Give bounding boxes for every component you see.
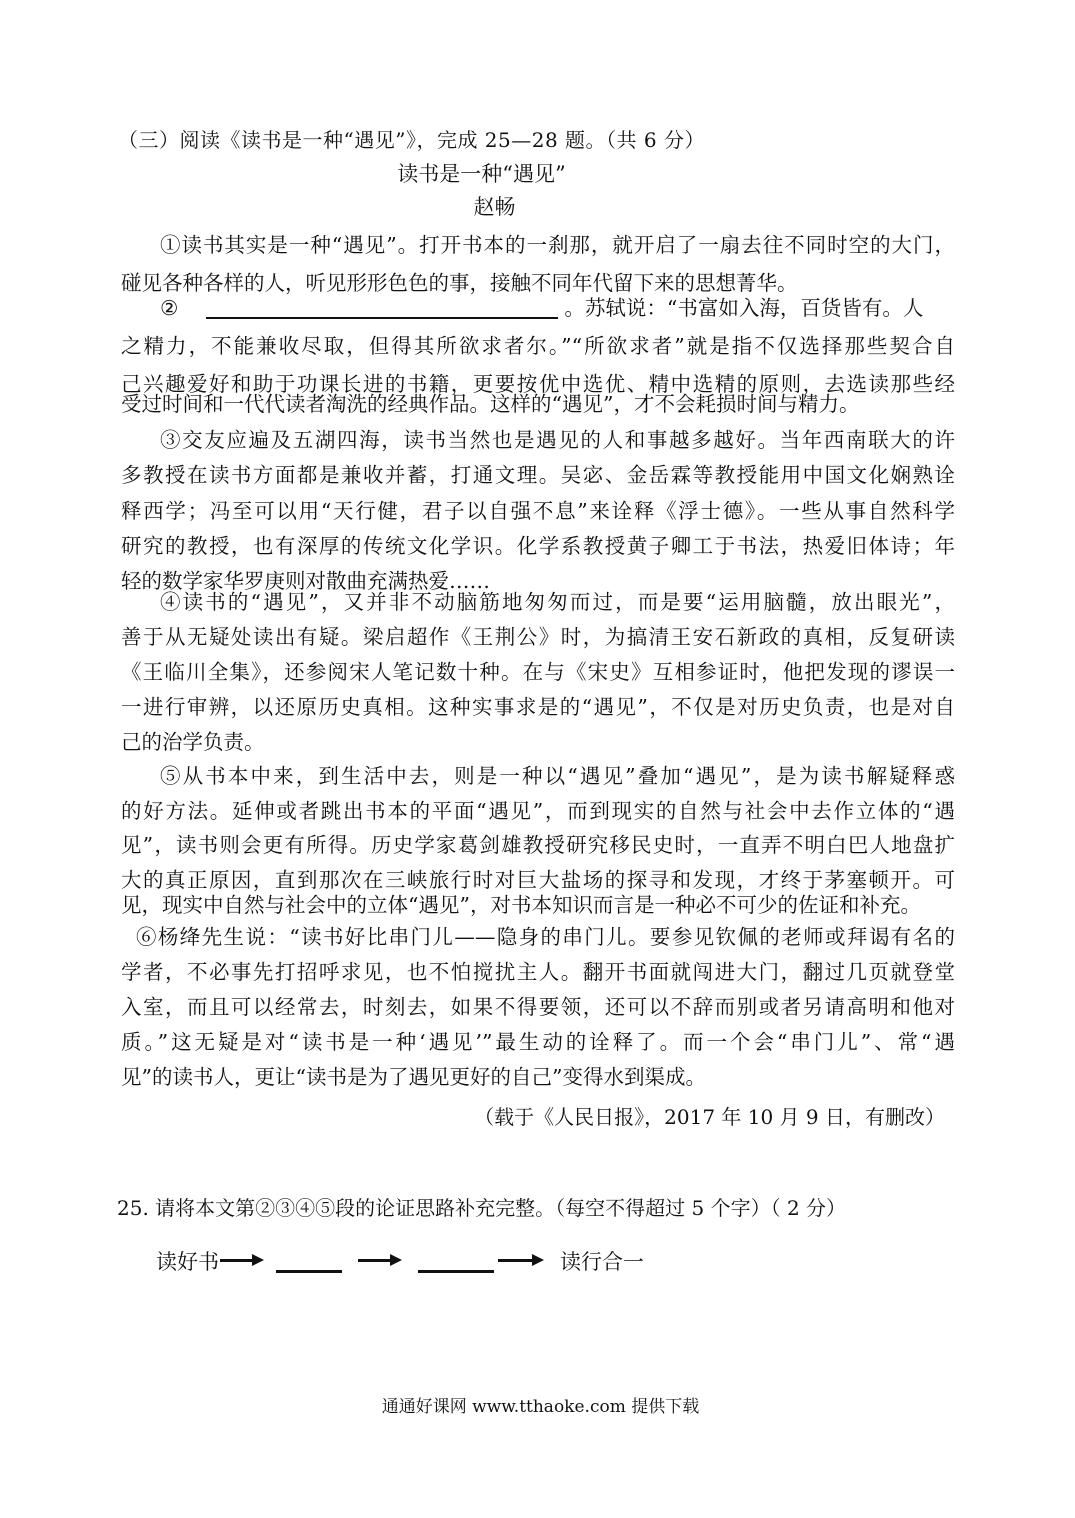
text-line: ⑤从书本中来，到生活中去，则是一种以“遇见”叠加“遇见”，是为读书解疑释惑 [160,764,955,788]
text-line: 的好方法。延伸或者跳出书本的平面“遇见”，而到现实的自然与社会中去作立体的“遇 [121,799,955,823]
flow-start-label: 读好书 [156,1250,219,1274]
text-line: 己兴趣爱好和助于功课长进的书籍，更要按优中选优、精中选精的原则，去选读那些经 [121,372,955,396]
text-line: 见”，读书则会更有所得。历史学家葛剑雄教授研究移民史时，一直弄不明白巴人地盘扩 [121,833,955,857]
text-line: 释西学；冯至可以用“天行健，君子以自强不息”来诠释《浮士德》。一些从事自然科学 [121,499,955,523]
footer [0,1392,1075,1417]
text-line: 大的真正原因，直到那次在三峡旅行时对巨大盐场的探寻和发现，才终于茅塞顿开。可 [121,868,955,892]
text-line: 研究的教授，也有深厚的传统文化学识。化学系教授黄子卿工于书法，热爱旧体诗；年 [121,534,955,558]
right-arrow-icon [358,1254,402,1266]
text-line: 一进行审辨，以还原历史真相。这种实事求是的“遇见”，不仅是对历史负责，也是对自 [121,695,955,719]
section-heading: （三）阅读《读书是一种“遇见”》，完成 25—28 题。（共 6 分） [118,128,706,152]
answer-blank-2[interactable] [418,1270,494,1273]
question-25-flow [156,1242,756,1278]
text-line: 己的治学负责。 [121,730,265,754]
text-line: ⑥杨绛先生说：“读书好比串门儿——隐身的串门儿。要参见钦佩的老师或拜谒有名的 [136,925,955,949]
text-line: 多教授在读书方面都是兼收并蓄，打通文理。吴宓、金岳霖等教授能用中国文化娴熟诠 [121,463,955,487]
text-line: 之精力，不能兼收尽取，但得其所欲求者尔。”“所欲求者”就是指不仅选择那些契合自 [121,334,955,358]
text-line: 见”的读书人，更让“读书是为了遇见更好的自己”变得水到渠成。 [121,1065,706,1089]
article-source: （载于《人民日报》，2017 年 10 月 9 日，有删改） [474,1105,945,1129]
text-line: 善于从无疑处读出有疑。梁启超作《王荆公》时，为搞清王安石新政的真相，反复研读 [121,625,955,649]
fill-in-blank[interactable] [206,295,558,319]
answer-blank-1[interactable] [276,1270,342,1273]
article-title-text: 读书是一种“遇见” [397,162,566,186]
text-line: 《王临川全集》，还参阅宋人笔记数十种。在与《宋史》互相参证时，他把发现的谬误一 [121,660,955,684]
flow-end-label: 读行合一 [560,1250,644,1274]
text-line: 轻的数学家华罗庚则对散曲充满热爱…… [121,569,490,593]
text-line: ①读书其实是一种“遇见”。打开书本的一刹那，就开启了一扇去往不同时空的大门， [160,233,955,257]
text-line: 质。”这无疑是对“读书是一种‘遇见’”最生动的诠释了。而一个会“串门儿”、常“遇 [121,1030,955,1054]
text-line: 碰见各种各样的人，听见形形色色的事，接触不同年代留下来的思想菁华。 [121,271,798,295]
text-line: ③交友应遍及五湖四海，读书当然也是遇见的人和事越多越好。当年西南联大的许 [160,428,955,452]
paragraph-2-first-line [160,289,955,327]
text-line: ④读书的“遇见”，又并非不动脑筋地匆匆而过，而是要“运用脑髓，放出眼光”， [160,590,955,614]
text-line: 入室，而且可以经常去，时刻去，如果不得要领，还可以不辞而别或者另请高明和他对 [121,995,955,1019]
article-title [0,158,1075,188]
footer-text: 通通好课网 www.tthaoke.com 提供下载 [381,1397,700,1417]
paragraph-number: ② [160,296,179,320]
article-author [0,191,1075,221]
text-fragment: 。苏轼说：“书富如入海，百货皆有。人 [564,296,924,320]
right-arrow-icon [220,1254,264,1266]
right-arrow-icon [498,1254,544,1266]
text-line: 学者，不必事先打招呼求见，也不怕搅扰主人。翻开书面就闯进大门，翻过几页就登堂 [121,960,955,984]
text-line: 受过时间和一代代读者淘洗的经典作品。这样的“遇见”，才不会耗损时间与精力。 [121,392,860,416]
question-25-text: 25. 请将本文第②③④⑤段的论证思路补充完整。（每空不得超过 5 个字）（ 2 分） [117,1196,847,1220]
text-line: 见，现实中自然与社会中的立体“遇见”，对书本知识而言是一种必不可少的佐证和补充。 [121,893,921,917]
article-author-text: 赵畅 [473,195,516,219]
